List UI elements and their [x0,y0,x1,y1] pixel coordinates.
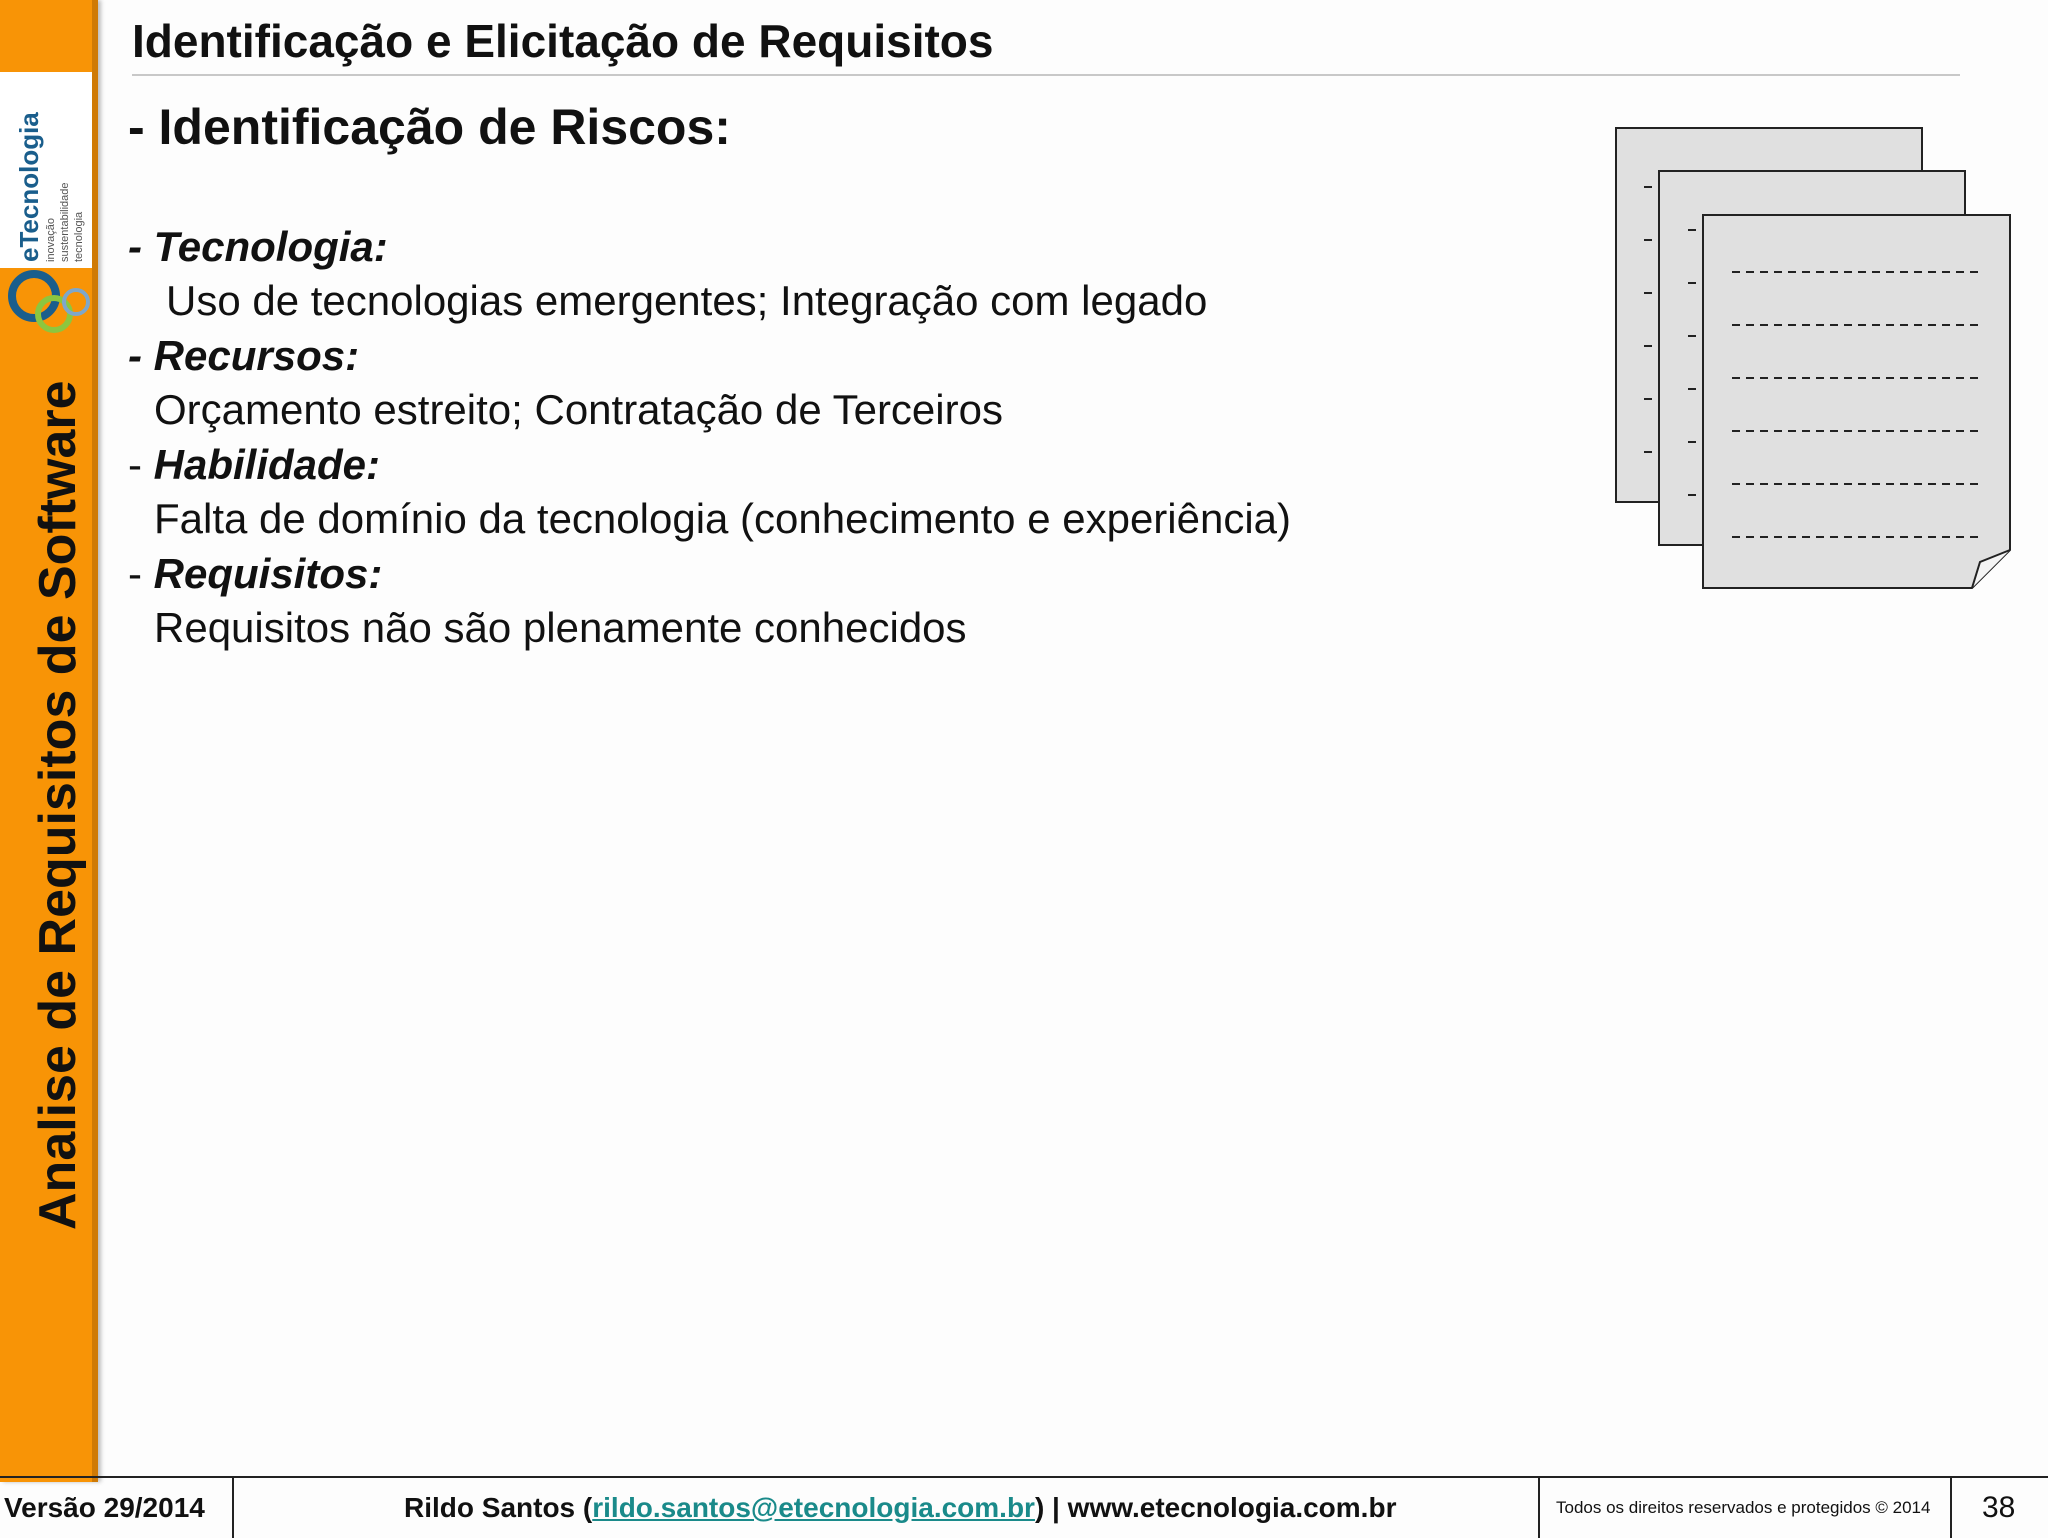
risk-label-text: Recursos: [153,332,360,379]
logo-tag: sustentabilidade [59,182,71,262]
risk-prefix: - [128,550,154,597]
title-divider [132,74,1960,76]
page-number: 38 [1982,1491,2016,1524]
risk-label-habilidade [128,438,1508,492]
risk-description: Requisitos não são plenamente conhecidos [154,604,967,651]
page-title: Identificação e Elicitação de Requisitos [132,15,994,67]
sidebar [0,0,98,1482]
risk-label-recursos [128,329,1508,383]
document-stack-icon [1610,124,2016,594]
footer [0,1476,2048,1538]
logo [0,72,92,268]
risk-description: Falta de domínio da tecnologia (conhecimento e experiência) [154,495,1292,542]
section-heading: - Identificação de Riscos: [128,99,731,155]
logo-name: eTecnologia [14,112,44,262]
risk-label-text: Tecnologia: [153,223,388,270]
footer-author [404,1478,1396,1538]
risk-label-text: Habilidade: [153,441,381,488]
risk-label-text: Requisitos: [153,550,383,597]
footer-divider [1538,1478,1540,1538]
risk-prefix: - [128,223,154,270]
footer-version: Versão 29/2014 [4,1492,205,1523]
risk-list [128,220,1508,656]
course-title: Analise de Requisitos de Software [29,380,87,1230]
risk-prefix: - [128,441,154,488]
logo-tag: inovação [45,217,57,262]
risk-label-requisitos [128,547,1508,601]
logo-tag: tecnologia [73,211,85,262]
risk-prefix: - [128,332,154,379]
footer-divider [1950,1478,1952,1538]
author-email-link[interactable]: rildo.santos@etecnologia.com.br [592,1492,1035,1523]
footer-rights: Todos os direitos reservados e protegidos © 2014 [1556,1498,1931,1517]
footer-author-name: Rildo Santos ( [404,1492,593,1523]
footer-website: ) | www.etecnologia.com.br [1034,1492,1397,1523]
footer-divider [232,1478,234,1538]
logo-tagline [44,72,86,262]
risk-description: Orçamento estreito; Contratação de Terceiros [154,386,1003,433]
risk-label-tecnologia [128,220,1508,274]
risk-description: Uso de tecnologias emergentes; Integração com legado [166,277,1208,324]
